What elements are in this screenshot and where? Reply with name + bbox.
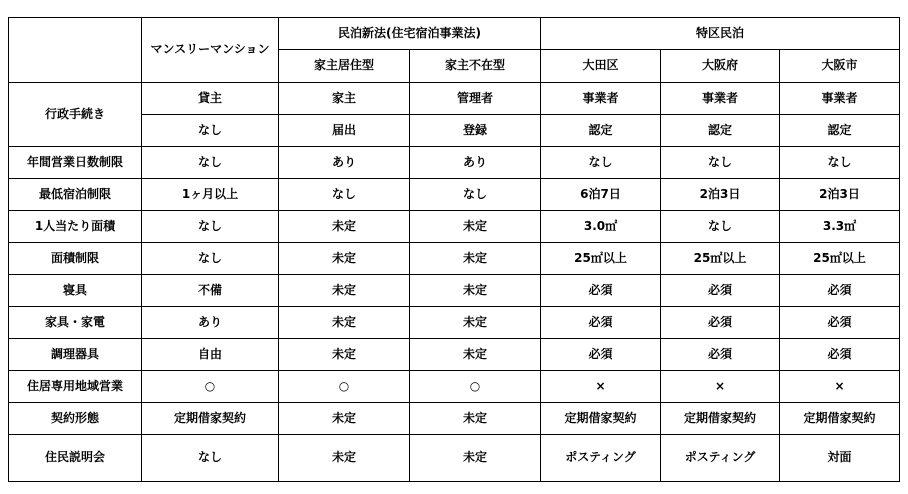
table-cell: 事業者 <box>541 83 661 115</box>
table-cell: 必須 <box>661 307 780 339</box>
circle-mark: ○ <box>279 371 410 403</box>
table-cell: 未定 <box>410 307 541 339</box>
row-label: 契約形態 <box>9 403 142 435</box>
header-minpaku-group: 民泊新法(住宅宿泊事業法) <box>279 18 541 50</box>
table-cell: ポスティング <box>661 435 780 482</box>
table-cell: 2泊3日 <box>661 179 780 211</box>
header-owner-resident: 家主居住型 <box>279 50 410 83</box>
table-cell: 不備 <box>142 275 279 307</box>
table-row <box>9 147 900 179</box>
table-cell: 定期借家契約 <box>541 403 661 435</box>
table-cell: なし <box>410 179 541 211</box>
table-cell: 3.0㎡ <box>541 211 661 243</box>
table-cell: なし <box>142 115 279 147</box>
table-cell: 25㎡以上 <box>541 243 661 275</box>
table-cell: 認定 <box>661 115 780 147</box>
table-cell: 自由 <box>142 339 279 371</box>
table-cell: なし <box>142 211 279 243</box>
table-cell: 必須 <box>541 275 661 307</box>
table-row <box>9 275 900 307</box>
table-cell: 必須 <box>661 339 780 371</box>
table-cell: 未定 <box>279 307 410 339</box>
row-label: 住民説明会 <box>9 435 142 482</box>
header-corner <box>9 18 142 83</box>
comparison-table <box>8 17 900 482</box>
table-cell: なし <box>142 435 279 482</box>
row-label: 調理器具 <box>9 339 142 371</box>
table-cell: 25㎡以上 <box>661 243 780 275</box>
row-label: 1人当たり面積 <box>9 211 142 243</box>
table-cell: 届出 <box>279 115 410 147</box>
table-cell: 25㎡以上 <box>780 243 900 275</box>
table-cell: 定期借家契約 <box>142 403 279 435</box>
table-cell: 家主 <box>279 83 410 115</box>
header-monthly-mansion: マンスリーマンション <box>142 18 279 83</box>
table-cell: 必須 <box>780 275 900 307</box>
table-cell: 必須 <box>780 339 900 371</box>
table-cell: 未定 <box>279 211 410 243</box>
table-cell: 未定 <box>410 339 541 371</box>
table-cell: 定期借家契約 <box>661 403 780 435</box>
table-cell: なし <box>541 147 661 179</box>
table-cell: 未定 <box>279 339 410 371</box>
row-label: 面積制限 <box>9 243 142 275</box>
table-cell: 3.3㎡ <box>780 211 900 243</box>
circle-mark: ○ <box>142 371 279 403</box>
header-osaka-city: 大阪市 <box>780 50 900 83</box>
table-cell: なし <box>142 243 279 275</box>
table-cell: あり <box>279 147 410 179</box>
cross-mark: × <box>661 371 780 403</box>
table-cell: なし <box>661 211 780 243</box>
row-label: 最低宿泊制限 <box>9 179 142 211</box>
table-cell: 事業者 <box>661 83 780 115</box>
table-cell: 認定 <box>780 115 900 147</box>
table-cell: なし <box>661 147 780 179</box>
table-row <box>9 307 900 339</box>
table-cell: 定期借家契約 <box>780 403 900 435</box>
table-row <box>9 371 900 403</box>
table-cell: ポスティング <box>541 435 661 482</box>
table-cell: 管理者 <box>410 83 541 115</box>
table-row <box>9 403 900 435</box>
table-row <box>9 179 900 211</box>
table-cell: 認定 <box>541 115 661 147</box>
table-row <box>9 339 900 371</box>
cross-mark: × <box>780 371 900 403</box>
table-cell: 必須 <box>541 307 661 339</box>
table-cell: 貸主 <box>142 83 279 115</box>
table-cell: あり <box>410 147 541 179</box>
table-cell: 未定 <box>410 275 541 307</box>
table-row <box>9 211 900 243</box>
header-owner-absent: 家主不在型 <box>410 50 541 83</box>
table-row <box>9 435 900 482</box>
table-cell: なし <box>279 179 410 211</box>
row-label: 年間営業日数制限 <box>9 147 142 179</box>
table-cell: 1ヶ月以上 <box>142 179 279 211</box>
header-osaka-prefecture: 大阪府 <box>661 50 780 83</box>
table-cell: なし <box>142 147 279 179</box>
table-cell: 6泊7日 <box>541 179 661 211</box>
table-cell: 未定 <box>279 243 410 275</box>
table-row <box>9 83 900 115</box>
table-cell: なし <box>780 147 900 179</box>
row-label: 家具・家電 <box>9 307 142 339</box>
table-cell: 未定 <box>279 435 410 482</box>
circle-mark: ○ <box>410 371 541 403</box>
row-label: 寝具 <box>9 275 142 307</box>
table-cell: 未定 <box>410 243 541 275</box>
table-cell: 未定 <box>279 275 410 307</box>
header-row-1 <box>9 18 900 50</box>
table-cell: 登録 <box>410 115 541 147</box>
table-row <box>9 243 900 275</box>
header-tokku-group: 特区民泊 <box>541 18 900 50</box>
table-cell: 必須 <box>541 339 661 371</box>
table-row <box>9 115 900 147</box>
table-cell: 対面 <box>780 435 900 482</box>
table-cell: 未定 <box>410 211 541 243</box>
row-label: 行政手続き <box>9 83 142 147</box>
table-cell: 2泊3日 <box>780 179 900 211</box>
cross-mark: × <box>541 371 661 403</box>
comparison-table-wrapper <box>8 17 900 482</box>
row-label: 住居専用地域営業 <box>9 371 142 403</box>
table-cell: 未定 <box>279 403 410 435</box>
table-cell: 事業者 <box>780 83 900 115</box>
table-cell: 必須 <box>661 275 780 307</box>
table-cell: あり <box>142 307 279 339</box>
table-cell: 未定 <box>410 435 541 482</box>
table-cell: 未定 <box>410 403 541 435</box>
header-ota-ward: 大田区 <box>541 50 661 83</box>
table-cell: 必須 <box>780 307 900 339</box>
